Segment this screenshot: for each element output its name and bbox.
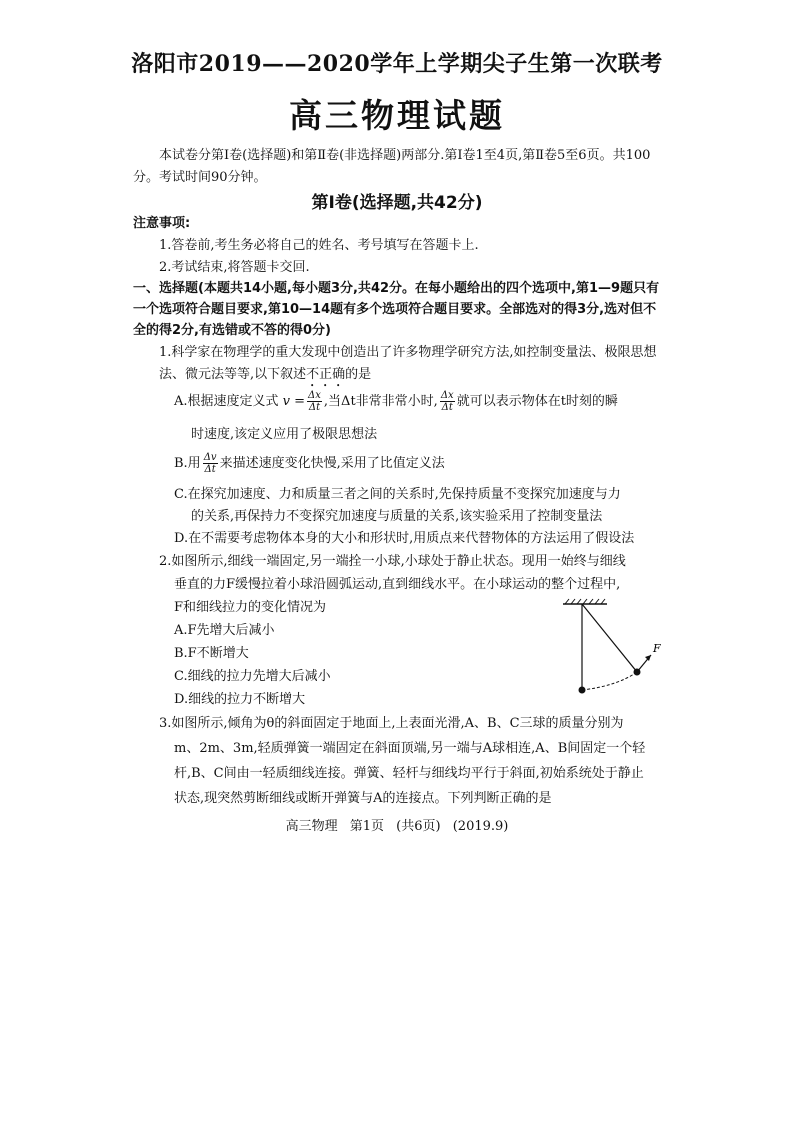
force-label: F: [653, 642, 661, 655]
q1-optB-text: B.用: [174, 456, 201, 471]
tilted-string: [582, 604, 637, 672]
question-1-stem: [159, 342, 665, 390]
question-3-stem: 3.如图所示,倾角为θ的斜面固定于地面上,上表面光滑,A、B、C三球的质量分别为: [159, 716, 624, 731]
section-title: 第Ⅰ卷(选择题,共42分): [311, 193, 483, 213]
q1-optA-fraction-2: [440, 390, 455, 413]
q1-optA-fraction-1: [307, 390, 322, 413]
q2-option-b: B.F不断增大: [174, 646, 249, 661]
fraction-denominator: Δt: [308, 402, 321, 413]
force-arrowhead: [645, 655, 651, 661]
part-instructions: 一、选择题(本题共14小题,每小题3分,共42分。在每小题给出的四个选项中,第1—9题只有一个选项符合题目要求,第10—14题有多个选项符合题目要求。全部选对的得3分,选对但不全的得2分,有选错或不答的得0分): [133, 281, 660, 338]
notice-item: 2.考试结束,将答题卡交回.: [159, 260, 310, 275]
q1-option-d: D.在不需要考虑物体本身的大小和形状时,用质点来代替物体的方法运用了假设法: [174, 531, 635, 546]
question-2-stem: 2.如图所示,细线一端固定,另一端拴一小球,小球处于静止状态。现用一始终与细线: [159, 554, 626, 569]
page-footer: 高三物理 第1页 (共6页) (2019.9): [285, 819, 509, 834]
fraction-numerator: Δx: [308, 390, 321, 401]
q1-optA-text-3: 就可以表示物体在t时刻的瞬: [456, 394, 618, 409]
q1-option-a-cont: 时速度,该定义应用了极限思想法: [191, 427, 378, 442]
q2-option-c: C.细线的拉力先增大后减小: [174, 669, 331, 684]
q2-option-d: D.细线的拉力不断增大: [174, 692, 306, 707]
pendulum-figure: [555, 598, 665, 698]
question-3-stem-3: 杆,B、C间由一轻质细线连接。弹簧、轻杆与细线均平行于斜面,初始系统处于静止: [174, 766, 644, 781]
q1-optB-text-2: 来描述速度变化快慢,采用了比值定义法: [219, 456, 445, 471]
fraction-numerator: Δv: [203, 452, 217, 463]
subject-title: 高三物理试题: [289, 96, 505, 135]
q1-stem-text-end: 的是: [345, 367, 372, 382]
q1-option-c-cont: 的关系,再保持力不变探究加速度与质量的关系,该实验采用了控制变量法: [191, 509, 603, 524]
question-3-stem-2: m、2m、3m,轻质弹簧一端固定在斜面顶端,另一端与A球相连,A、B间固定一个轻: [174, 741, 646, 756]
q1-optA-text-2: ,当Δt非常非常小时,: [323, 394, 438, 409]
fraction-denominator: Δt: [441, 402, 453, 413]
q1-stem-emphasis: 不正确: [306, 367, 346, 382]
fraction-numerator: Δx: [440, 390, 454, 401]
notice-item: 1.答卷前,考生务必将自己的姓名、考号填写在答题卡上.: [159, 238, 479, 253]
fraction-denominator: Δt: [204, 464, 216, 475]
question-2-stem-3: F和细线拉力的变化情况为: [174, 600, 327, 615]
q1-optB-fraction: [203, 452, 218, 475]
q1-option-a: [174, 390, 664, 413]
ball-initial: [579, 687, 586, 694]
exam-title: 洛阳市2019——2020学年上学期尖子生第一次联考: [131, 51, 663, 77]
q2-option-a: A.F先增大后减小: [174, 623, 275, 638]
q1-option-c: C.在探究加速度、力和质量三者之间的关系时,先保持质量不变探究加速度与力: [174, 487, 621, 502]
q1-optA-text: A.根据速度定义式: [174, 394, 279, 409]
question-3-stem-4: 状态,现突然剪断细线或断开弹簧与A的连接点。下列判断正确的是: [174, 791, 552, 806]
q1-stem-text: 1.科学家在物理学的重大发现中创造出了许多物理学研究方法,如控制变量法、极限思想法、微元法等等,以下叙述: [159, 345, 657, 382]
notice-heading: 注意事项:: [133, 216, 191, 231]
q1-optA-formula: v =: [282, 394, 306, 409]
arc-path: [582, 672, 637, 690]
intro-paragraph: 本试卷分第Ⅰ卷(选择题)和第Ⅱ卷(非选择题)两部分.第Ⅰ卷1至4页,第Ⅱ卷5至6页。共100分。考试时间90分钟。: [133, 148, 651, 185]
question-2-stem-2: 垂直的力F缓慢拉着小球沿圆弧运动,直到细线水平。在小球运动的整个过程中,: [174, 577, 621, 592]
q1-option-b: [174, 452, 445, 475]
